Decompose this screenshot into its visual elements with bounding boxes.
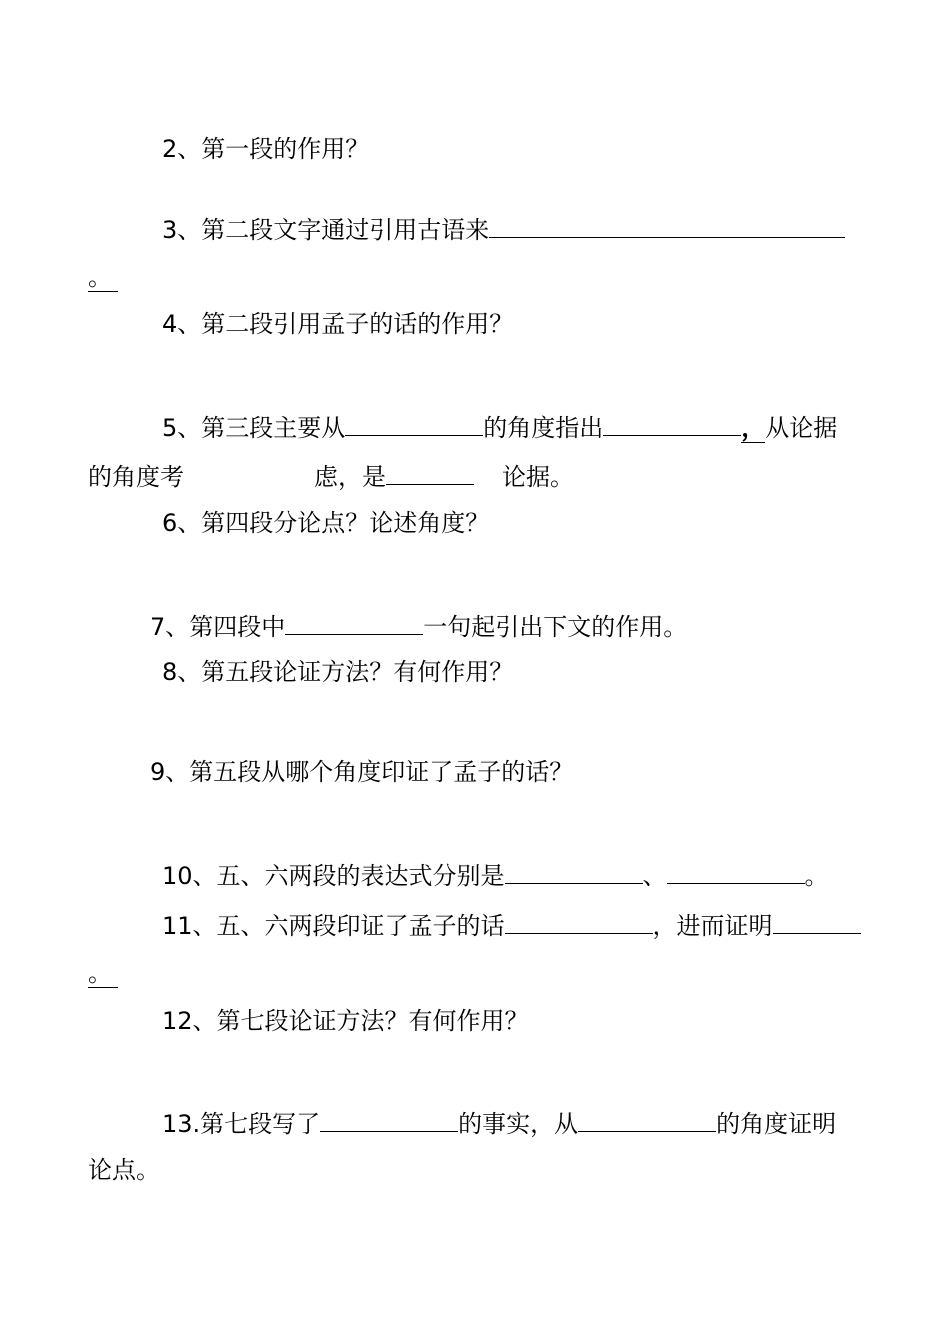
question-11 <box>162 907 861 941</box>
answer-blank[interactable] <box>667 857 805 884</box>
question-13 <box>162 1105 836 1139</box>
answer-blank[interactable] <box>489 211 845 238</box>
question-13-text-b: 的事实，从 <box>458 1110 579 1138</box>
answer-blank[interactable] <box>578 1105 716 1132</box>
question-3 <box>162 211 845 245</box>
question-5-text-g: 论据。 <box>502 463 574 491</box>
question-13-text-a: 13.第七段写了 <box>162 1110 321 1138</box>
question-13-text-c: 的角度证明 <box>716 1110 837 1138</box>
answer-blank[interactable] <box>320 1105 458 1132</box>
question-5-cont <box>88 458 574 492</box>
question-10-end: 。 <box>804 862 829 890</box>
question-5-text-f: 虑，是 <box>314 463 386 491</box>
question-4: 4、第二段引用孟子的话的作用？ <box>162 310 514 338</box>
question-5-text-a: 5、第三段主要从 <box>162 414 346 442</box>
period-text: 。 <box>88 959 118 988</box>
question-5-text-d: 从论据 <box>765 414 838 442</box>
answer-blank[interactable] <box>505 907 653 934</box>
question-7-text-b: 一句起引出下文的作用。 <box>423 613 688 641</box>
answer-blank[interactable] <box>386 458 474 485</box>
answer-blank[interactable] <box>345 409 483 436</box>
question-8: 8、第五段论证方法？有何作用？ <box>162 658 514 686</box>
question-10 <box>162 857 829 891</box>
question-3-end <box>88 262 118 292</box>
question-9: 9、第五段从哪个角度印证了孟子的话？ <box>150 758 574 786</box>
question-7 <box>150 608 687 642</box>
answer-blank[interactable] <box>505 857 643 884</box>
question-7-text-a: 7、第四段中 <box>150 613 286 641</box>
answer-blank[interactable] <box>285 608 423 635</box>
question-10-sep: 、 <box>642 862 667 890</box>
answer-blank[interactable] <box>773 907 861 934</box>
question-5 <box>162 409 837 443</box>
question-10-text-a: 10、五、六两段的表达式分别是 <box>162 862 505 890</box>
question-5-text-e: 的角度考 <box>88 463 184 491</box>
question-5-comma: ， <box>741 414 766 442</box>
question-3-text: 3、第二段文字通过引用古语来 <box>162 216 490 244</box>
question-12: 12、第七段论证方法？有何作用？ <box>162 1007 529 1035</box>
question-11-end <box>88 958 118 988</box>
question-5-text-b: 的角度指出 <box>483 414 604 442</box>
period-text: 。 <box>88 263 118 292</box>
question-13-cont: 论点。 <box>88 1156 160 1184</box>
question-2: 2、第一段的作用？ <box>162 135 370 163</box>
answer-blank[interactable] <box>603 409 741 436</box>
question-11-text-b: ，进而证明 <box>652 912 773 940</box>
question-11-text-a: 11、五、六两段印证了孟子的话 <box>162 912 505 940</box>
question-6: 6、第四段分论点？论述角度？ <box>162 509 490 537</box>
